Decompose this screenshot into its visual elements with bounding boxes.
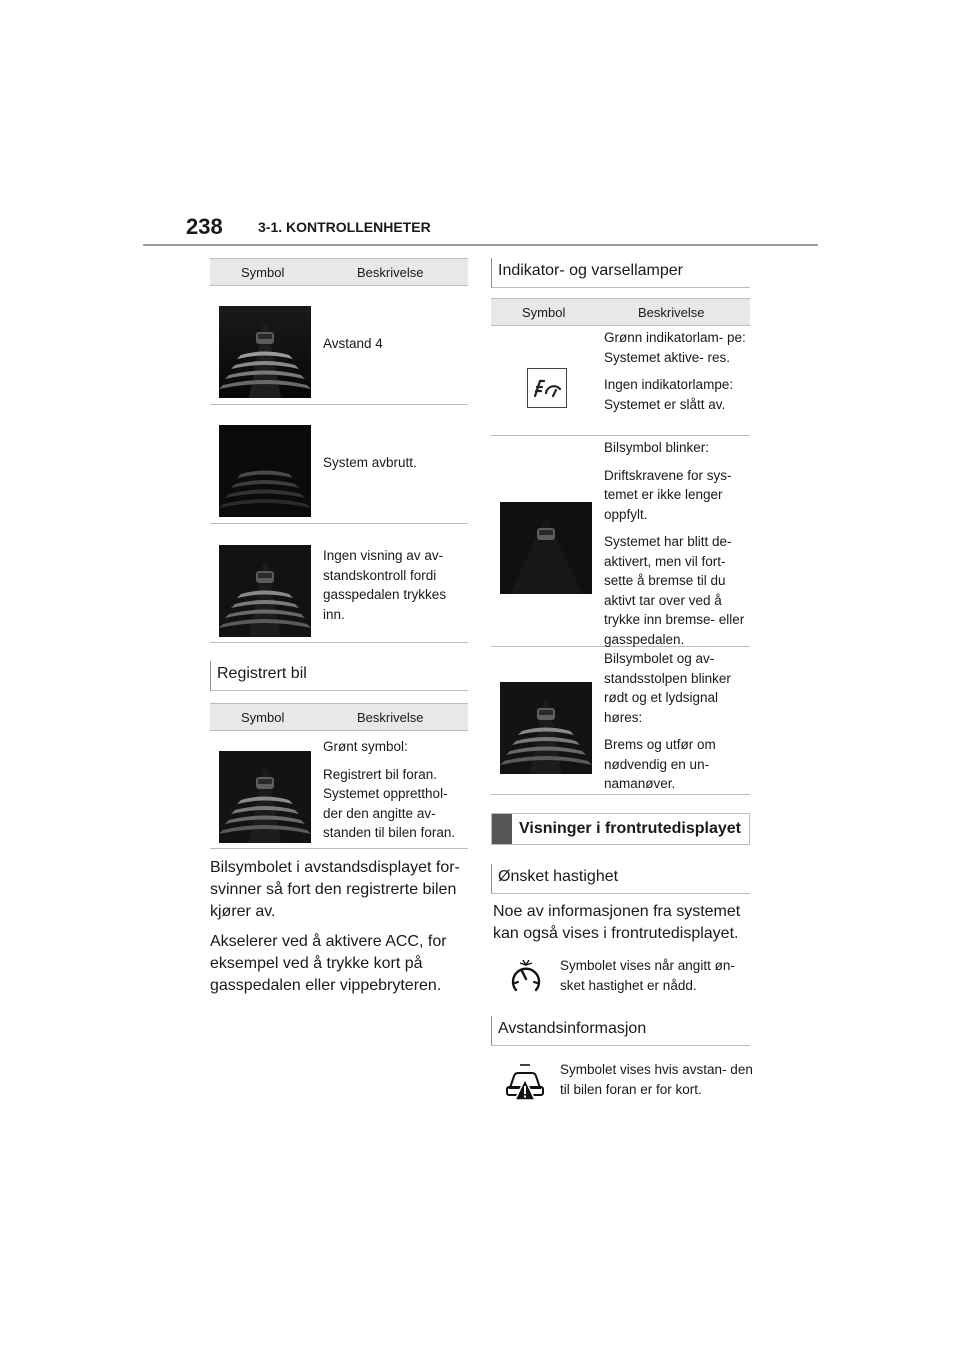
table-row	[210, 524, 468, 643]
registered-car-heading: Registrert bil	[210, 661, 468, 691]
system-interrupted-display	[219, 425, 311, 517]
banner-bar	[492, 814, 512, 844]
car-and-bar-flashing-red-display	[500, 682, 592, 774]
row-description: Bilsymbol blinker: Driftskravene for sys- temet er ikke lenger oppfylt. Systemet har blitt de- aktivert, men vil fort- sette å bremse til du aktivt tar over ved å trykke inn bremse- eller gasspedalen.	[604, 440, 745, 647]
row-description: Avstand 4	[323, 336, 383, 351]
banner-title: Visninger i frontrutedisplayet	[519, 820, 741, 837]
col-description: Beskrivelse	[357, 265, 424, 280]
left-table-header	[210, 258, 468, 286]
table-row	[491, 326, 750, 436]
row-description: Ingen visning av av- standskontroll fordi gasspedalen trykkes inn.	[323, 548, 447, 622]
registered-table-header	[210, 703, 468, 731]
header-divider	[143, 244, 818, 246]
row-description: Grønn indikatorlam- pe: Systemet aktive- res. Ingen indikatorlampe: Systemet er slått av.	[604, 330, 746, 412]
hud-banner	[491, 813, 750, 845]
desired-speed-heading: Ønsket hastighet	[491, 864, 750, 894]
speed-description: Symbolet vises når angitt øn- sket hastighet er nådd.	[560, 958, 735, 993]
distance-info-heading: Avstandsinformasjon	[491, 1016, 750, 1046]
row-description: Grønt symbol: Registrert bil foran. Systemet oppretthol- der den angitte av- standen til bilen foran.	[323, 739, 456, 840]
table-row	[210, 405, 468, 524]
indicators-heading: Indikator- og varsellamper	[491, 258, 750, 288]
table-row	[210, 731, 468, 849]
col-symbol: Symbol	[241, 265, 285, 280]
col-description: Beskrivelse	[638, 305, 705, 320]
speedometer-icon	[510, 960, 542, 999]
table-row	[210, 286, 468, 405]
table-row	[491, 647, 750, 795]
col-symbol: Symbol	[241, 710, 285, 725]
col-description: Beskrivelse	[357, 710, 424, 725]
row-description: Bilsymbolet og av- standsstolpen blinker rødt og et lydsignal høres: Brems og utfør om nødvendig en un- namanøver.	[604, 651, 731, 791]
row-description: System avbrutt.	[323, 455, 417, 470]
page-number: 238	[186, 214, 223, 239]
indicators-table-header	[491, 298, 750, 326]
acc-indicator-icon	[527, 368, 567, 408]
table-row	[491, 436, 750, 647]
car-symbol-flashing-display	[500, 502, 592, 594]
hud-intro: Noe av informasjonen fra systemet kan også vises i frontrutedisplayet.	[493, 903, 741, 942]
no-distance-display	[219, 545, 311, 637]
distance-description: Symbolet vises hvis avstan- den til bilen foran er for kort.	[560, 1062, 753, 1097]
section-title: 3-1. KONTROLLENHETER	[258, 219, 431, 235]
distance-4-display	[219, 306, 311, 398]
col-symbol: Symbol	[522, 305, 566, 320]
registered-car-display	[219, 751, 311, 843]
left-body-text: Bilsymbolet i avstandsdisplayet for- svinner så fort den registrerte bilen kjører av. Akselerer ved å aktivere ACC, for eksempel ved å trykke kort på gasspedalen eller vippebryteren.	[210, 859, 460, 994]
distance-warning-icon	[504, 1064, 546, 1107]
